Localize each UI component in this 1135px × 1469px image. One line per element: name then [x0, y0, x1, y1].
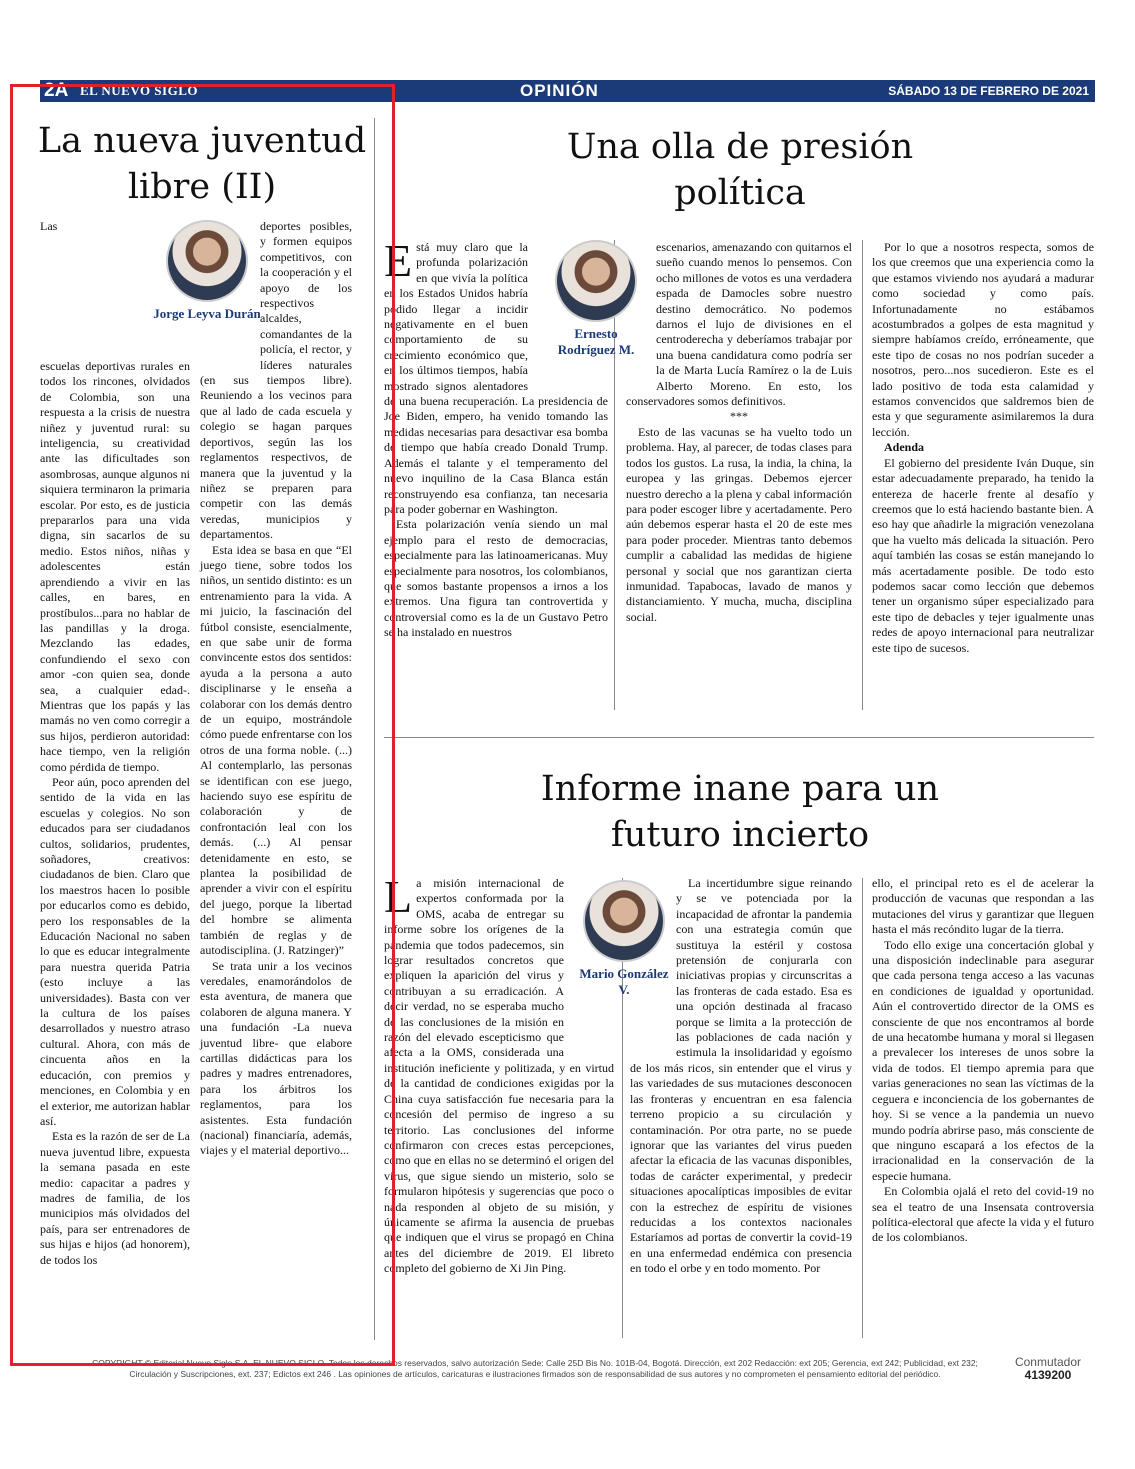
separator: ***: [730, 409, 748, 424]
article1-column-1: [40, 219, 190, 1339]
article2-paragraph: Esta polarización venía siendo un mal ejemplo para el resto de democracias, especialmente para las latinoamericanas. Muy especialmente para nosotros, los colombianos, que somos bastante propensos a irnos a los extremos. Una figura tan controvertida y controversial como es la de un Gustavo Petro se ha instalado en nuestros: [384, 517, 608, 640]
switchboard-label: Conmutador: [1014, 1355, 1082, 1369]
article3-column-3: [872, 876, 1094, 1346]
adenda-heading: Adenda: [884, 440, 925, 455]
article3-title: Informe inane para un futuro incierto: [540, 769, 940, 855]
article2-title: Una olla de presión política: [566, 127, 914, 213]
page-number: 2A: [44, 80, 69, 101]
author-name: Ernesto Rodríguez M.: [557, 326, 635, 357]
article2-column-2: [626, 240, 852, 715]
article1-paragraph: Esta es la razón de ser de La nueva juventud libre, expuesta la semana pasada en este medio: capacitar a padres y madres de familia, de los municipios más olvidados del país, para ser entrenadores de sus hijas e hijos (ad honorem), de todos los: [40, 1129, 190, 1267]
dropcap: E: [384, 235, 413, 286]
switchboard: [1008, 1356, 1088, 1382]
article2-paragraph: stá muy claro que la profunda polarización en que vivía la política en los Estados Unidos habría podido llegar a incidir negativamente en el buen comportamiento de su crecimiento económico que, en los últimos tiempos, había mostrado signos alentadores de una buena recuperación. La presidencia de Joe Biden, empero, ha venido tomando las medidas necesarias para desactivar esa bomba de tiempo que había creado Donald Trump. Además el talante y el temperamento del nuevo inquilino de la Casa Blanca están reconstruyendo esa confianza, tan necesaria para poder gobernar en Washington.: [384, 240, 608, 516]
article3-paragraph: En Colombia ojalá el reto del covid-19 no sea el teatro de una Insensata controversia política-electoral que afecte la vida y el futuro de los colombianos.: [872, 1184, 1094, 1245]
article2-paragraph: escenarios, amenazando con quitarnos el sueño cuando menos lo pensemos. Con ocho millones de votos es una verdadera espada de Damocles sobre nuestro destino democrático. No podemos darnos el lujo de divisiones en el centroderecha y deberíamos trabajar por una buena candidatura como podría ser la de Marta Lucía Ramírez o la de Luis Alberto Moreno. En esto, los conservadores somos definitivos.: [626, 240, 852, 409]
author-name: Mario González V.: [579, 966, 669, 997]
article-separator: [384, 737, 1094, 738]
column-divider-a3-2: [862, 878, 863, 1338]
footer-line: Circulación y Suscripciones, ext. 237; Edictos ext 246 . Las opiniones de artículos, caricaturas e ilustraciones firmados son de responsabilidad de sus autores y no comprometen el pensamiento editorial del periódico.: [129, 1369, 941, 1379]
article1-paragraph: Se trata unir a los vecinos veredales, enamorándolos de esta aventura, de manera que colaboren de alguna manera. Y una fundación -La nueva juventud libre- que elabore cartillas didácticas para los padres y madres entrenadores, para los árbitros los reglamentos, para los asistentes. Esta fundación (nacional) financiaría, además, viajes y el material deportivo...: [200, 958, 352, 1158]
article2-column-3: [872, 240, 1094, 715]
article3-paragraph: a misión internacional de expertos conformada por la OMS, acaba de entregar su informe sobre los orígenes de la pandemia que todos padecemos, sin lograr resultados concretos que expliquen la aparición del virus y contribuyan a su erradicación. A decir verdad, no se esperaba mucho de las conclusiones de la misión en razón del elevado escepticismo que afecta a la OMS, considerada una institución ineficiente y politizada, y en virtud de la cantidad de condiciones exigidas por la China cuya satisfacción fue necesaria para la concesión del permiso de ingreso a su territorio. Las conclusiones del informe confirmaron con creces estas percepciones, como que en ellas no se determinó el origen del virus, que sigue siendo un misterio, solo se formularon hipótesis y sugerencias que poco o nada responden al objeto de su misión, y únicamente se afirma la ausencia de pruebas que indiquen que el virus se propagó en China antes del diciembre de 2019. El libreto completo del gobierno de Xi Jin Ping.: [384, 876, 614, 1276]
article2-column-1: [384, 235, 608, 715]
article1-paragraph: Las escuelas deportivas rurales en todos los rincones, olvidados de Colombia, son una respuesta a la crisis de nuestra niñez y juventud rural: su inteligencia, su creatividad ante las dificultades son asombrosas, aunque algunos ni siquiera terminaron la primaria escolar. Por esto, es de justicia prepararlos para una vida digna, sin sacarlos de su medio. Estos niños, niñas y adolescentes están aprendiendo a vivir en las calles, en bares, en prostíbulos...para no hablar de las pandillas y la droga. Mezclando las edades, confundiendo el sexo con amor -con quien sea, donde sea, a cualquier edad-. Mientras que los papás y las mamás no ven como corregir a sus hijos, perdieron autoridad: hace tiempo, ven la religión como pérdida de tiempo.: [40, 219, 190, 774]
dropcap: L: [384, 871, 413, 922]
article3-column-2: [630, 876, 852, 1346]
article2-paragraph: Por lo que a nosotros respecta, somos de los que creemos que una experiencia como la que estamos viviendo nos ayudará a madurar como sociedad y como país. Infortunadamente no estábamos acostumbrados a golpes de esta magnitud y siempre habíamos creído, erróneamente, que este tipo de cosas no nos podrían suceder a nosotros, pero...nos sucedieron. Este es el lado positivo de toda esta calamidad y estamos convencidos que saldremos bien de esta y que seguramente asimilaremos la dura lección.: [872, 240, 1094, 439]
column-divider-a2-2: [862, 240, 863, 710]
column-divider-left: [374, 118, 375, 1340]
switchboard-number: 4139200: [1024, 1368, 1072, 1382]
footer: [60, 1358, 1010, 1380]
article3-column-1: [384, 871, 614, 1346]
article3-paragraph: ello, el principal reto es el de acelerar la producción de vacunas que respondan a las mutaciones del virus y garantizar que lleguen hasta el más recóndito lugar de la tierra.: [872, 876, 1094, 937]
article1-paragraph: deportes posibles, y formen equipos competitivos, con la cooperación y el apoyo de los respectivos alcaldes, comandantes de la policía, el rector, y líderes naturales (en sus tiempos libre). Reuniendo a los vecinos para que al lado de cada escuela y colegio se hagan parques deportivos, según las los reglamentos respectivos, de manera que la juventud y la niñez se preparen para competir con las demás veredas, municipios y departamentos.: [200, 219, 352, 542]
article3-paragraph: La incertidumbre sigue reinando y se ve potenciada por la incapacidad de afrontar la pandemia con una estrategia común que sustituya la estéril y costosa pretensión de conjurarla con iniciativas propias y circunscritas a las fronteras de cada estado. Esa es una opción destinada al fracaso porque se limita a la protección de las poblaciones de cada nación y estimula la insolidaridad y egoísmo de los más ricos, sin entender que el virus y las variedades de sus mutaciones desconocen las fronteras y encuentran en esa falencia terreno propicio a su circulación y contaminación. Por otra parte, no se puede ignorar que las variantes del virus pueden afectar la eficacia de las vacunas disponibles, todas de carácter experimental, y predecir situaciones apocalípticas imposibles de evitar con la estrechez de espíritu de visiones reducidas a los contextos nacionales Estaríamos ad portas de convertir la covid-19 en una enfermedad endémica con presencia en todo el orbe y en todo momento. Por: [630, 876, 852, 1276]
article2-paragraph: Esto de las vacunas se ha vuelto todo un problema. Hay, al parecer, de todas clases para todos los gustos. La rusa, la india, la china, la europea y las gringas. Debemos ejercer nuestro derecho a la plena y cabal información para poder escoger libre y acertadamente. Pero aún debemos esperar hasta el 20 de este mes para poder proceder. Mientras tanto debemos cumplir a cabalidad las medidas de higiene personal y social que nos garantizan cierta inmunidad. Tapabocas, lavado de manos y distanciamiento. Y mucha, mucha, disciplina social.: [626, 424, 852, 624]
article1-title: La nueva juventud libre (II): [37, 121, 367, 207]
article1-paragraph: Peor aún, poco aprenden del sentido de la vida en las escuelas y colegios. No son educados para ser ciudadanos cultos, solidarios, prudentes, soñadores, creativos: ciudadanos de bien. Claro que los maestros hacen lo posible por educarlos como es debido, pero los responsables de la Educación Nacional no saben lo que es educar integralmente para nuestra querida Patria (esto incluye a las universidades). Basta con ver la cultura de los países desarrollados y nuestro atraso cultural. Ahora, con más de cincuenta años en la educación, con premios y menciones, en Colombia y en el exterior, me autorizan hablar así.: [40, 774, 190, 1128]
footer-line: COPYRIGHT © Editorial Nuevo Siglo S.A. EL NUEVO SIGLO. Todos los derechos reservados, salvo autorización Sede: Calle 25D Bis No. 101B-04, Bogotá. Dirección, ext 202 Redacción: ext 205; Gerencia, ext 242; Publicidad, ext 232;: [92, 1358, 978, 1368]
section-title: OPINIÓN: [520, 81, 599, 100]
article1-column-2: [200, 219, 352, 1339]
masthead: [40, 80, 1095, 104]
article3-paragraph: Todo ello exige una concertación global y una disposición indeclinable para asegurar que cada persona tenga acceso a las vacunas en condiciones de igualdad y oportunidad. Aún el controvertido director de la OMS es consciente de que nos encontramos al borde de una hecatombe humana y moral si llegasen a prevalecer los intereses de unos sobre la vida de todos. El tiempo apremia para que varias generaciones no sean las víctimas de la ceguera e inconciencia de los gobernantes de hoy. Si se vence a la pandemia un nuevo mundo podría abrirse paso, más consciente de que ninguno escapará a los efectos de la irracionalidad en la conservación de la especie humana.: [872, 937, 1094, 1183]
issue-date: SÁBADO 13 DE FEBRERO DE 2021: [888, 84, 1089, 98]
newspaper-name: EL NUEVO SIGLO: [80, 83, 198, 98]
article2-paragraph: El gobierno del presidente Iván Duque, sin estar adecuadamente preparado, ha tenido la entereza de hacerle frente al desafío y creemos que lo está haciendo bastante bien. A eso hay que añadirle la migración venezolana que ha vuelto más delicada la situación. Pero aquí también las cosas se están manejando lo más acertadamente posible. De todo esto podemos sacar como lección que debemos tener un organismo súper especializado para este tipo de debacles y tejer igualmente unas redes de apoyo internacional para neutralizar este tipo de sucesos.: [872, 455, 1094, 655]
article1-paragraph: Esta idea se basa en que “El juego tiene, sobre todos los niños, un sentido distinto: es un entrenamiento para la vida. A mi juicio, la fascinación del fútbol consiste, esencialmente, en que sabe unir de forma convincente estos dos sentidos: ayuda a la persona a auto disciplinarse y le enseña a colaborar con los demás dentro de un equipo, mostrándole cómo puede enfrentarse con los otros de una forma noble. (...) Al contemplarlo, las personas se identifican con ese juego, haciendo suyo ese espíritu de colaboración y de confrontación leal con los demás. (...) Al pensar detenidamente en esto, se plantea la posibilidad de aprender a vivir con el espíritu del juego, porque la libertad del hombre se alimenta también de reglas y de autodisciplina. (J. Ratzinger)”: [200, 542, 353, 958]
author-name: Jorge Leyva Durán: [153, 306, 261, 321]
